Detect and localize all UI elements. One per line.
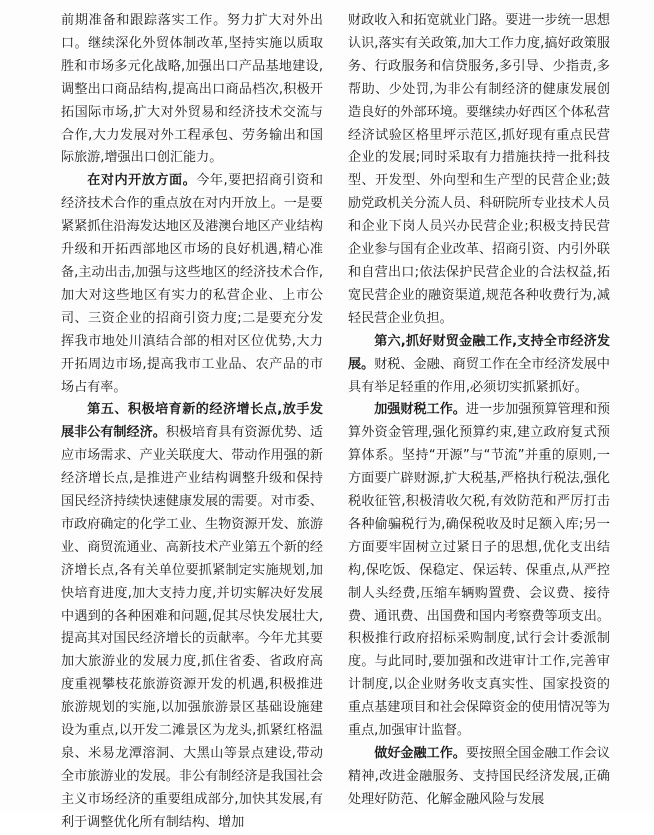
paragraph-heading: 加强财税工作。 — [374, 402, 466, 418]
paragraph-text: 进一步加强预算管理和预算外资金管理,强化预算约束,建立政府复式预算体系。坚持“开源”与“节流”并重的原则,一方面要广辟财源,扩大税基,严格执行税法,强化税收征管,积极清收欠税,有效防范和严厉打击各种偷骗税行为,确保税收及时足额入库;另一方面要牢固树立过紧日子的思想,优化支出结构,保吃饭、保稳定、保运转、保重点,从严控制人头经费,压缩车辆购置费、会议费、接待费、通讯费、出国费和国内考察费等项支出。积极推行政府招标采购制度,试行会计委派制度。与此同时,要加强和改进审计工作,完善审计制度,以企业财务收支真实性、国家投资的重点基建项目和社会保障资金的使用情况等为重点,加强审计监督。 — [348, 402, 611, 739]
paragraph-text: 财税、金融、商贸工作在全市经济发展中具有举足轻重的作用,必须切实抓紧抓好。 — [348, 356, 611, 395]
paragraph-text: 财政收入和拓宽就业门路。要进一步统一思想认识,落实有关政策,加大工作力度,搞好政策服务、行政服务和信贷服务,多引导、少指责,多帮助、少处罚,为非公有制经济的健康发展创造良好的外部环境。要继续办好西区个体私营经济试验区格里坪示范区,抓好现有重点民营企业的发展;同时采取有力措施扶持一批科技型、开发型、外向型和生产型的民营企业;鼓励党政机关分流人员、科研院所专业技术人员和企业下岗人员兴办民营企业;积极支持民营企业参与国有企业改革、招商引资、内引外联和自营出口;依法保护民营企业的合法权益,拓宽民营企业的融资渠道,规范各种收费行为,减轻民营企业负担。 — [348, 13, 610, 326]
paragraph-finance-work — [348, 743, 610, 812]
paragraph-text: 今年,要把招商引资和经济技术合作的重点放在对内开放上。一是要紧紧抓住沿海发达地区及港澳台地区产业结构升级和开拓西部地区市场的良好机遇,精心准备,主动出击,加强与这些地区的经济技术合作,加大对这些地区有实力的私营企业、上市公司、三资企业的招商引资力度;二是要充分发挥我市地处川滇结合部的相对区位优势,大力开拓周边市场,提高我市工业品、农产品的市场占有率。 — [61, 173, 323, 395]
paragraph-text: 前期准备和跟踪落实工作。努力扩大对外出口。继续深化外贸体制改革,坚持实施以质取胜和市场多元化战略,加强出口产品基地建设,调整出口商品结构,提高出口商品档次,积极开拓国际市场,扩大对外贸易和经济技术交流与合作,大力发展对外工程承包、劳务输出和国际旅游,增强出口创汇能力。 — [61, 13, 323, 166]
paragraph-section-five — [61, 399, 323, 834]
paragraph-private-economy — [348, 10, 610, 331]
left-column — [61, 10, 323, 835]
paragraph-heading: 在对内开放方面。 — [87, 173, 197, 189]
paragraph-text: 要按照全国金融工作会议精神,改进金融服务、支持国民经济发展,正确处理好防范、化解金融风险与发展 — [348, 746, 611, 807]
paragraph-text: 积极培育具有资源优势、适应市场需求、产业关联度大、带动作用强的新经济增长点,是推进产业结构调整升级和保持国民经济持续快速健康发展的需要。对市委、市政府确定的化学工业、生物资源开发、旅游业、商贸流通业、高新技术产业第五个新的经济增长点,各有关单位要抓紧制定实施规划,加快培育进度,加大支持力度,并切实解决好发展中遇到的各种困难和问题,促其尽快发展壮大,提高其对国民经济增长的贡献率。今年尤其要加大旅游业的发展力度,抓住省委、省政府高度重视攀枝花旅游资源开发的机遇,积极推进旅游规划的实施,以加强旅游景区基础设施建设为重点,以开发二滩景区为龙头,抓紧红格温泉、米易龙潭溶洞、大黑山等景点建设,带动全市旅游业的发展。非公有制经济是我国社会主义市场经济的重要组成部分,加快其发展,有利于调整优化所有制结构、增加 — [61, 425, 324, 830]
paragraph-domestic-opening — [61, 170, 323, 399]
paragraph-section-six — [348, 331, 610, 400]
section-heading: 第六,抓好财贸金融工作,支持全市经济发展。 — [348, 333, 610, 372]
paragraph-heading: 做好金融工作。 — [374, 746, 466, 761]
section-heading: 第五、积极培育新的经济增长点,放手发展非公有制经济。 — [61, 402, 323, 441]
paragraph-fiscal-work — [348, 399, 610, 743]
right-column — [348, 10, 610, 812]
paragraph-foreign-trade — [61, 10, 323, 170]
